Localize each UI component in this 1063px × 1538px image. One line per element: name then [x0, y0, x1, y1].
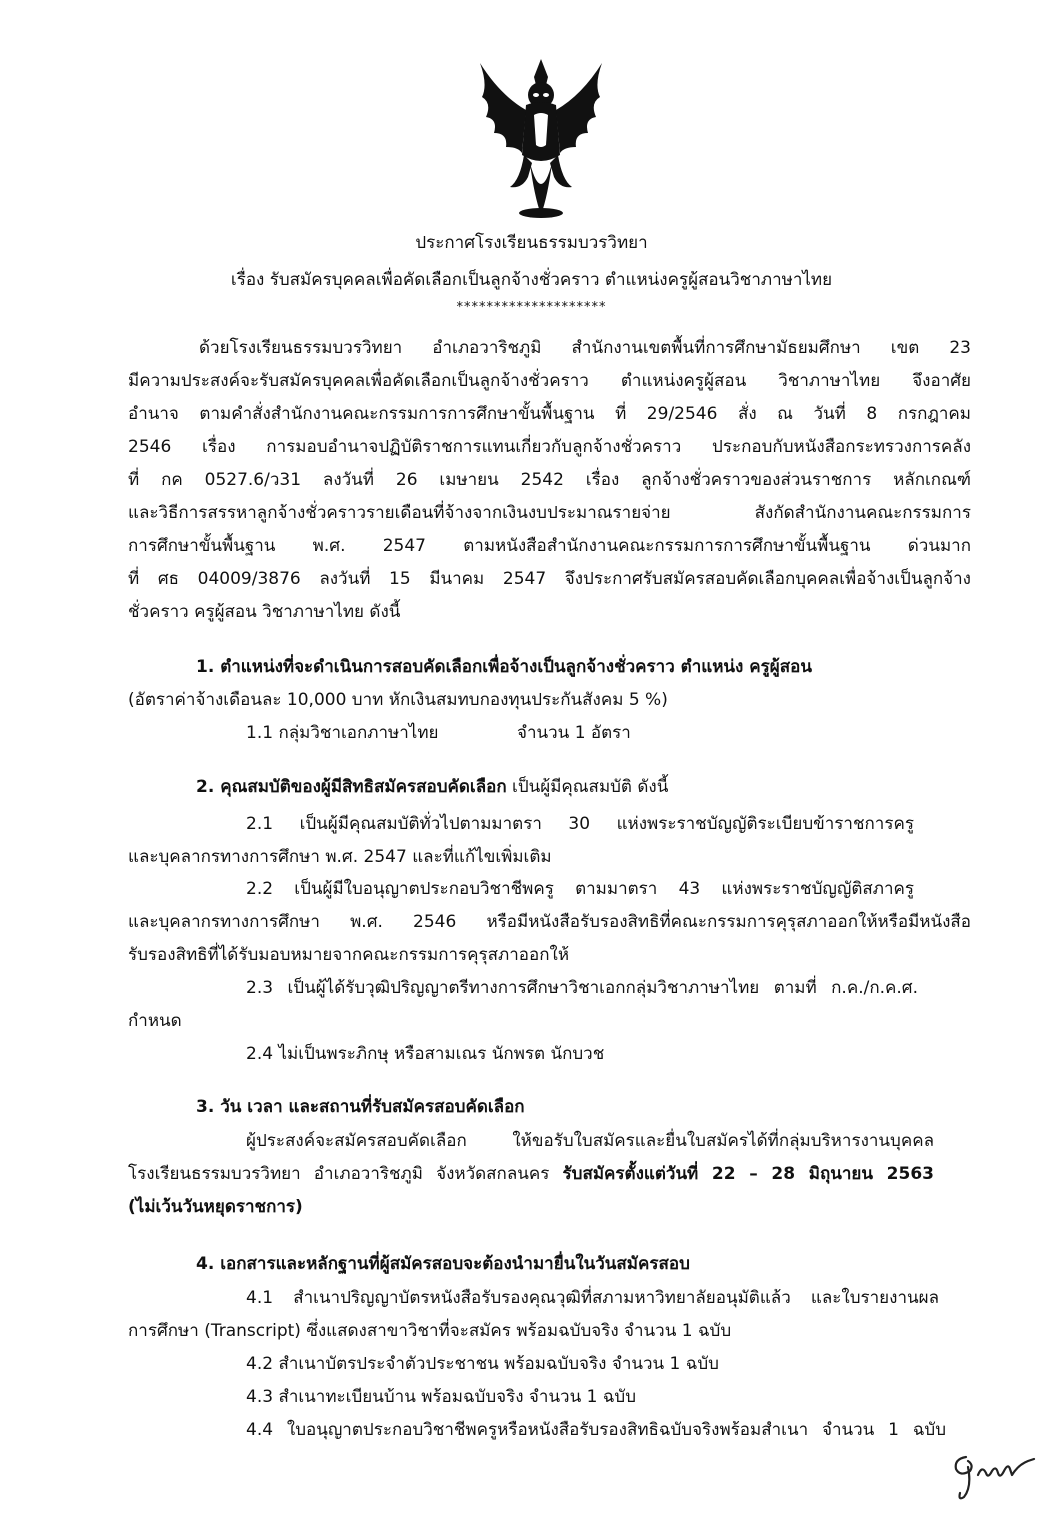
intro-line: และวิธีการสรรหาลูกจ้างชั่วคราวรายเดือนที่จ้างจากเงินงบประมาณรายจ่าย สังกัดสำนักงานคณะกรรมการ: [128, 503, 971, 523]
announcement-title: ประกาศโรงเรียนธรรมบวรวิทยา: [415, 233, 648, 253]
handwritten-signature-icon: [948, 1435, 1044, 1505]
intro-line: ที่ ศธ 04009/3876 ลงวันที่ 15 มีนาคม 2547 จึงประกาศรับสมัครสอบคัดเลือกบุคคลเพื่อจ้างเป็นลูกจ้าง: [128, 569, 971, 589]
section-2-heading-rest: เป็นผู้มีคุณสมบัติ ดังนี้: [506, 777, 669, 797]
section-2-item: 2.3 เป็นผู้ได้รับวุฒิปริญญาตรีทางการศึกษาวิชาเอกกลุ่มวิชาภาษาไทย ตามที่ ก.ค./ก.ค.ศ.: [246, 978, 918, 998]
intro-line: อำนาจ ตามคำสั่งสำนักงานคณะกรรมการการศึกษาขั้นพื้นฐาน ที่ 29/2546 สั่ง ณ วันที่ 8 กรกฎาคม: [128, 404, 971, 424]
section-3-paragraph: [128, 1164, 934, 1184]
section-4-item: 4.1 สำเนาปริญญาบัตรหนังสือรับรองคุณวุฒิที่สภามหาวิทยาลัยอนุมัติแล้ว และใบรายงานผล: [246, 1288, 939, 1308]
section-3-location: โรงเรียนธรรมบวรวิทยา อำเภอวาริชภูมิ จังหวัดสกลนคร: [128, 1164, 563, 1184]
header-divider: ********************: [456, 300, 607, 315]
section-2-heading: [196, 777, 668, 797]
section-2-item: กำหนด: [128, 1011, 182, 1031]
section-2-heading-bold: 2. คุณสมบัติของผู้มีสิทธิสมัครสอบคัดเลือก: [196, 777, 507, 797]
section-1-item-count: จำนวน 1 อัตรา: [517, 723, 631, 743]
section-3-heading: 3. วัน เวลา และสถานที่รับสมัครสอบคัดเลือก: [196, 1097, 525, 1117]
section-1-heading: 1. ตำแหน่งที่จะดำเนินการสอบคัดเลือกเพื่อจ้างเป็นลูกจ้างชั่วคราว ตำแหน่ง ครูผู้สอน: [196, 657, 812, 677]
section-3-paragraph: ผู้ประสงค์จะสมัครสอบคัดเลือก ให้ขอรับใบสมัครและยื่นใบสมัครได้ที่กลุ่มบริหารงานบุคคล: [246, 1131, 934, 1151]
intro-line: ที่ กค 0527.6/ว31 ลงวันที่ 26 เมษายน 2542 เรื่อง ลูกจ้างชั่วคราวของส่วนราชการ หลักเกณฑ์: [128, 470, 971, 490]
intro-line: ชั่วคราว ครูผู้สอน วิชาภาษาไทย ดังนี้: [128, 602, 401, 622]
section-2-item: รับรองสิทธิที่ได้รับมอบหมายจากคณะกรรมการคุรุสภาออกให้: [128, 945, 570, 965]
section-3-dates: รับสมัครตั้งแต่วันที่ 22 – 28 มิถุนายน 2563: [562, 1164, 934, 1184]
section-4-item: 4.2 สำเนาบัตรประจำตัวประชาชน พร้อมฉบับจริง จำนวน 1 ฉบับ: [246, 1354, 719, 1374]
intro-line: ด้วยโรงเรียนธรรมบวรวิทยา อำเภอวาริชภูมิ สำนักงานเขตพื้นที่การศึกษามัธยมศึกษา เขต 23: [199, 338, 971, 358]
intro-line: การศึกษาขั้นพื้นฐาน พ.ศ. 2547 ตามหนังสือสำนักงานคณะกรรมการการศึกษาขั้นพื้นฐาน ด่วนมาก: [128, 536, 971, 556]
section-4-item: 4.3 สำเนาทะเบียนบ้าน พร้อมฉบับจริง จำนวน 1 ฉบับ: [246, 1387, 637, 1407]
section-4-item: 4.4 ใบอนุญาตประกอบวิชาชีพครูหรือหนังสือรับรองสิทธิฉบับจริงพร้อมสำเนา จำนวน 1 ฉบับ: [246, 1420, 946, 1440]
section-1-salary: (อัตราค่าจ้างเดือนละ 10,000 บาท หักเงินสมทบกองทุนประกันสังคม 5 %): [128, 690, 668, 710]
section-2-item: 2.2 เป็นผู้มีใบอนุญาตประกอบวิชาชีพครู ตามมาตรา 43 แห่งพระราชบัญญัติสภาครู: [246, 879, 914, 899]
section-4-item: การศึกษา (Transcript) ซึ่งแสดงสาขาวิชาที่จะสมัคร พร้อมฉบับจริง จำนวน 1 ฉบับ: [128, 1321, 732, 1341]
intro-line: 2546 เรื่อง การมอบอำนาจปฏิบัติราชการแทนเกี่ยวกับลูกจ้างชั่วคราว ประกอบกับหนังสือกระทรวงการคลัง: [128, 437, 971, 457]
announcement-subject: เรื่อง รับสมัครบุคคลเพื่อคัดเลือกเป็นลูกจ้างชั่วคราว ตำแหน่งครูผู้สอนวิชาภาษาไทย: [230, 270, 833, 290]
garuda-emblem-icon: [470, 55, 612, 220]
section-1-item-label: 1.1 กลุ่มวิชาเอกภาษาไทย: [246, 723, 439, 743]
intro-line: มีความประสงค์จะรับสมัครบุคคลเพื่อคัดเลือกเป็นลูกจ้างชั่วคราว ตำแหน่งครูผู้สอน วิชาภาษาไทย จึงอาศัย: [128, 371, 971, 391]
section-2-item: 2.4 ไม่เป็นพระภิกษุ หรือสามเณร นักพรต นักบวช: [246, 1044, 605, 1064]
section-2-item: และบุคลากรทางการศึกษา พ.ศ. 2547 และที่แก้ไขเพิ่มเติม: [128, 847, 552, 867]
section-4-heading: 4. เอกสารและหลักฐานที่ผู้สมัครสอบจะต้องนำมายื่นในวันสมัครสอบ: [196, 1254, 690, 1274]
section-3-note: (ไม่เว้นวันหยุดราชการ): [128, 1197, 303, 1217]
section-2-item: และบุคลากรทางการศึกษา พ.ศ. 2546 หรือมีหนังสือรับรองสิทธิที่คณะกรรมการคุรุสภาออกให้หรือมีหนังสือ: [128, 912, 971, 932]
section-2-item: 2.1 เป็นผู้มีคุณสมบัติทั่วไปตามมาตรา 30 แห่งพระราชบัญญัติระเบียบข้าราชการครู: [246, 814, 914, 834]
